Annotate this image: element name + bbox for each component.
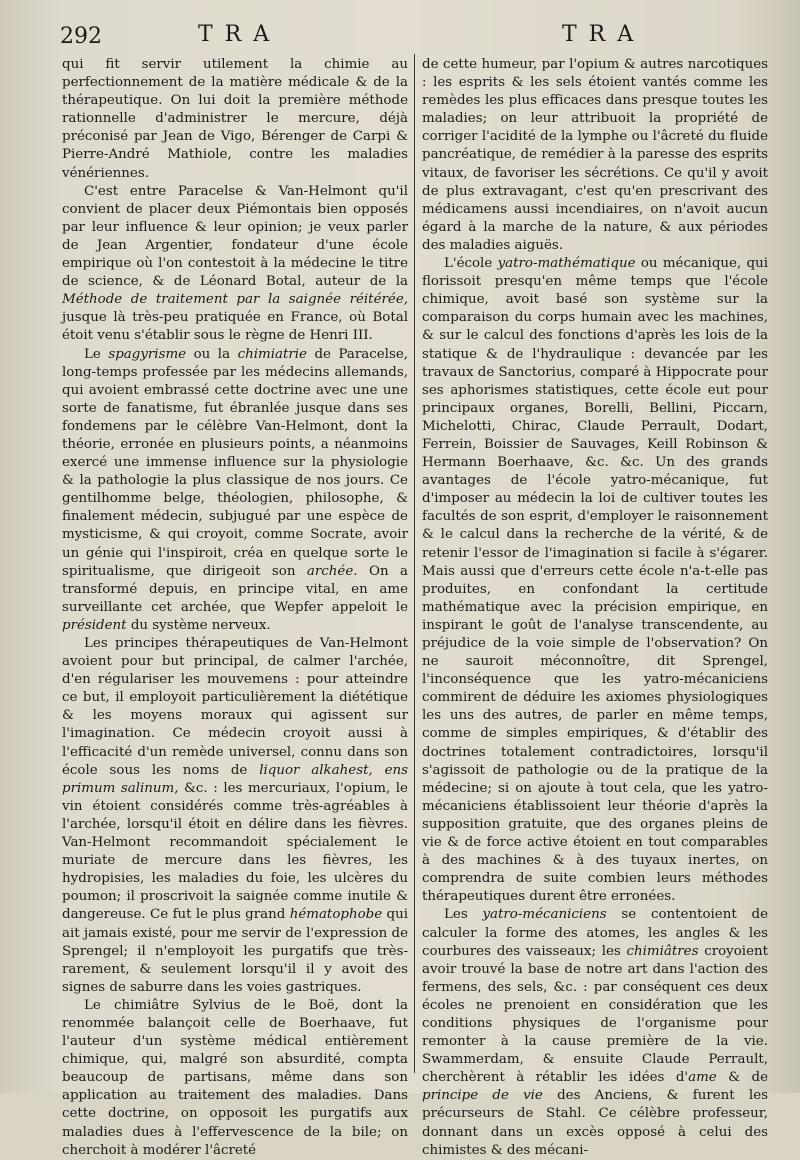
text-run: L'école <box>444 256 498 272</box>
paragraph <box>62 346 408 636</box>
text-run: se contentoient de calculer la forme des atomes, les angles & les courbures des vaisseaux; les <box>422 907 768 959</box>
text-run: croyoient avoir trouvé la base de notre art dans l'action des fermens, des sels, &c. : par conséquent ces deux écoles ne prenoient en considération que les conditions physiques de l'organisme pour remonter à la cause première de la vie. Swammerdam, & ensuite Claude Perrault, cherchèrent à rétablir les idées d' <box>422 943 768 1086</box>
paragraph <box>62 56 408 183</box>
left-column <box>62 56 409 1158</box>
italic-term: yatro-mécaniciens <box>482 907 607 923</box>
text-run: Le chimiâtre Sylvius de le Boë, dont la renommée balançoit celle de Boerhaave, fut l'auteur d'un système médical entièrement chimique, qui, malgré son absurdité, compta beaucoup de partisans, même dans son application au traitement des maladies. Dans cette doctrine, on opposoit les purgatifs aux maladies dues à l'effervescence de la bile; on cherchoit à modérer l'âcreté <box>62 997 408 1158</box>
italic-term: chimiâtres <box>626 943 699 959</box>
text-run: jusque là très-peu pratiquée en France, où Botal étoit venu s'établir sous le règne de Henri III. <box>62 310 408 344</box>
paragraph <box>422 255 768 906</box>
italic-term: principe de vie <box>422 1088 543 1104</box>
text-run: des Anciens, & furent les précurseurs de Stahl. Ce célèbre professeur, donnant dans un excès opposé à celui des chimistes & des mécani- <box>422 1088 768 1158</box>
italic-term: spagyrisme <box>108 346 187 362</box>
paragraph <box>62 997 408 1160</box>
italic-term: yatro-mathématique <box>497 256 636 272</box>
text-run: Le <box>84 346 109 362</box>
text-run: du système nerveux. <box>126 617 271 633</box>
italic-term: liquor alkahest, ens primum salinum <box>62 762 408 796</box>
text-run: de cette humeur, par l'opium & autres narcotiques : les esprits & les sels étoient vantés comme les remèdes les plus efficaces dans presque toutes les maladies; on leur attribuoit la propriété de corriger l'acidité de la lymphe ou l'âcreté du fluide pancréatique, de remédier à la paresse des esprits vitaux, de favoriser les sécrétions. Ce qu'il y avoit de plus extravagant, c'est qu'en prescrivant des médicamens aussi incendiaires, on n'avoit aucun égard à la marche de la nature, & aux périodes des maladies aiguës. <box>422 57 768 253</box>
italic-term: Méthode de traitement par la saignée réitérée, <box>62 292 408 308</box>
text-run: qui fit servir utilement la chimie au perfectionnement de la matière médicale & de la thérapeutique. On lui doit la première méthode rationnelle d'administrer le mercure, déjà préconisé par Jean de Vigo, Bérenger de Carpi & Pierre-André Mathiole, contre les maladies vénériennes. <box>62 57 408 181</box>
text-run: Les principes thérapeutiques de Van-Helmont avoient pour but principal, de calmer l'archée, d'en régulariser les mouvemens : pour atteindre ce but, il employoit particulièrement la diététique & les moyens moraux qui agissent sur l'imagination. Ce médecin croyoit aussi à l'efficacité d'un remède universel, connu dans son école sous les noms de <box>62 636 408 778</box>
text-run: & de <box>716 1070 768 1086</box>
italic-term: chimiatrie <box>237 346 307 362</box>
text-run: ou la <box>186 346 238 362</box>
column-divider <box>414 54 415 1073</box>
text-run: Les <box>444 907 483 923</box>
right-column <box>422 56 768 1158</box>
running-head-right: TRA <box>562 22 646 47</box>
page-header <box>60 18 760 52</box>
paragraph <box>62 635 408 997</box>
paragraph <box>422 906 768 1159</box>
text-run: qui ait jamais existé, pour me servir de l'expression de Sprengel; il n'employoit les purgatifs que très-rarement, & seulement lorsqu'il il y avoit des signes de saburre dans les voies gastriques. <box>62 907 408 995</box>
italic-term: président <box>62 617 127 633</box>
text-run: , &c. : les mercuriaux, l'opium, le vin étoient considérés comme très-agréables à l'archée, lorsqu'il étoit en délire dans les fièvres. Van-Helmont recommandoit spécialement le muriate de mercure dans les fièvres, les hydropisies, les maladies du foie, les ulcères du poumon; il proscrivoit la saignée comme inutile & dangereuse. Ce fut le plus grand <box>62 780 408 923</box>
italic-term: archée <box>306 563 354 579</box>
text-run: de Paracelse, long-temps professée par les médecins allemands, qui avoient embrassé cette doctrine avec une une sorte de fanatisme, fut ébranlée jusque dans ses fondemens par le célèbre Van-Helmont, dont la théorie, erronée en plusieurs points, a néanmoins exercé une immense influence sur la physiologie & la pathologie la plus classique de nos jours. Ce gentilhomme belge, théologien, philosophe, & finalement médecin, subjugué par une espèce de mysticisme, & qui croyoit, comme Socrate, avoir un génie qui l'inspiroit, créa en quelque sorte le spiritualisme, que dirigeoit son <box>62 346 409 579</box>
italic-term: hématophobe <box>289 907 383 923</box>
italic-term: ame <box>688 1070 717 1086</box>
paragraph <box>422 56 768 255</box>
paragraph <box>62 183 408 346</box>
text-run: . On a transformé depuis, en principe vital, en ame surveillante cet archée, que Wepfer appeloit le <box>62 563 409 615</box>
text-run: C'est entre Paracelse & Van-Helmont qu'il convient de placer deux Piémontais bien opposés par leur influence & leur opinion; je veux parler de Jean Argentier, fondateur d'une école empirique où l'on contestoit à la médecine le titre de science, & de Léonard Botal, auteur de la <box>62 183 408 290</box>
running-head-left: TRA <box>198 22 282 47</box>
text-run: ou mécanique, qui florissoit presqu'en même temps que l'école chimique, avoit basé son système sur la comparaison du corps humain avec les machines, & sur le calcul des fonctions d'après les lois de la statique & de l'hydraulique : devancée par les travaux de Sanctorius, comparé à Hippocrate pour ses aphorismes statistiques, cette école eut pour principaux organes, Borelli, Bellini, Piccarn, Michelotti, Chirac, Claude Perrault, Dodart, Ferrein, Boissier de Sauvages, Keill Robinson & Hermann Boerhaave, &c. &c. Un des grands avantages de l'école yatro-mécanique, fut d'imposer au médecin la loi de cultiver toutes les facultés de son esprit, d'employer le raisonnement & le calcul dans la recherche de la vérité, & de retenir l'essor de l'imagination si facile à s'égarer. Mais aussi que d'erreurs cette école n'a-t-elle pas produites, en confondant la certitude mathématique avec la précision empirique, en inspirant le goût de l'analyse transcendente, au préjudice de la voie simple de l'observation? On ne sauroit méconnoître, dit Sprengel, l'inconséquence que les yatro-mécaniciens commirent de déduire les axiomes physiologiques les uns des autres, de parler en même temps, comme de simples empiriques, & d'établir des doctrines totalement contradictoires, lorsqu'il s'agissoit de pathologie ou de la pratique de la médecine; si on ajoute à tout cela, que les yatro-mécaniciens établissoient leur théorie d'après la supposition gratuite, que des organes pleins de vie & de force active étoient en tout comparables à des machines & à des tuyaux inertes, on comprendra de suite combien leurs méthodes thérapeutiques durent être erronées. <box>422 256 768 905</box>
page-number: 292 <box>60 24 102 49</box>
